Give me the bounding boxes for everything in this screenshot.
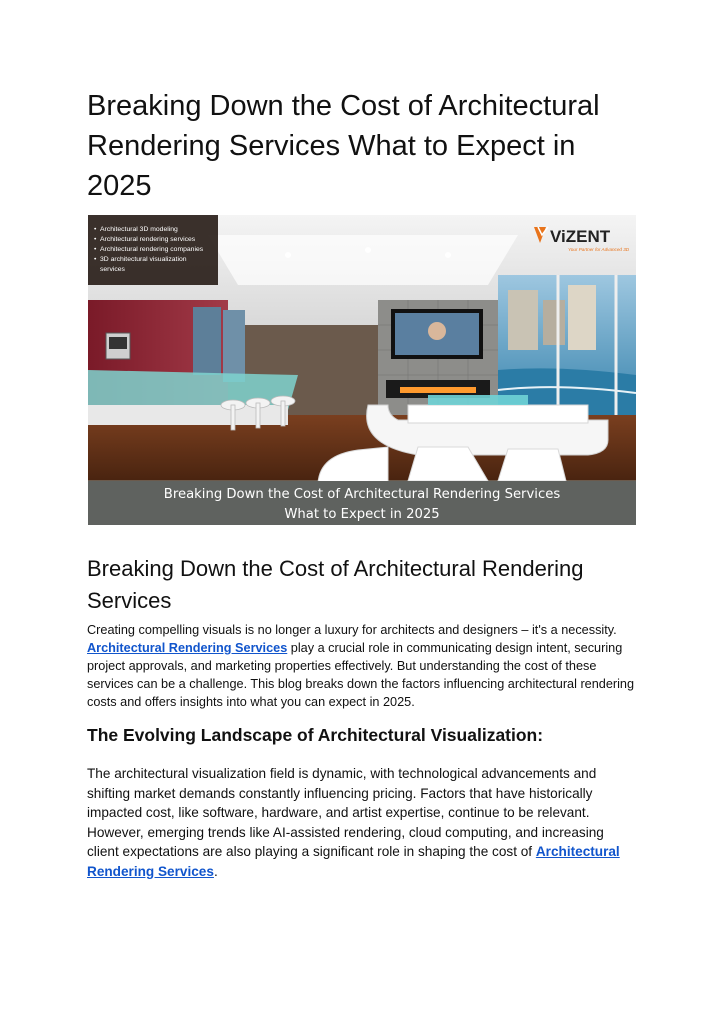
svg-text:•: • xyxy=(94,246,97,253)
hero-caption-line1: Breaking Down the Cost of Architectural Rendering Services xyxy=(163,487,561,502)
hero-image xyxy=(88,215,636,525)
hero-bullet: Architectural 3D modeling xyxy=(100,226,178,233)
hero-bullet: Architectural rendering services xyxy=(100,236,196,243)
document-title: Breaking Down the Cost of Architectural Rendering Services What to Expect in 2025 xyxy=(87,90,600,202)
hero-bullet: services xyxy=(100,266,125,273)
logo-tagline: Your Partner for Advanced 3D xyxy=(568,247,630,252)
hero-caption-line2: What to Expect in 2025 xyxy=(284,507,440,522)
intro-paragraph xyxy=(87,621,637,711)
hero-bullet: Architectural rendering companies xyxy=(100,246,204,253)
interior-render-illustration xyxy=(88,215,636,525)
paragraph-text: The architectural visualization field is dynamic, with technological advancements and shifting market demands constantly influencing pricing. Factors that have historically impacted cost, like software, hardware, and artist expertise, continue to be relevant. However, emerging trends like AI-assisted rendering, cloud computing, and increasing client expectations are also playing a significant role in shaping the cost of xyxy=(87,766,604,859)
landscape-paragraph xyxy=(87,764,639,881)
svg-text:•: • xyxy=(94,236,97,243)
section-heading: Breaking Down the Cost of Architectural Rendering Services xyxy=(87,556,584,613)
svg-text:•: • xyxy=(94,226,97,233)
svg-text:•: • xyxy=(94,256,97,263)
hero-bullet: 3D architectural visualization xyxy=(100,256,187,263)
logo-text: ViZENT xyxy=(550,227,611,246)
paragraph-text: Creating compelling visuals is no longer a luxury for architects and designers – it's a necessity. xyxy=(87,623,617,637)
paragraph-text: play a crucial role in communicating design intent, securing project approvals, and marketing properties effectively. But understanding the cost of these services can be a challenge. This blog breaks down the factors influencing architectural rendering costs and offers insights into what you can expect in 2025. xyxy=(87,641,635,709)
section-heading: The Evolving Landscape of Architectural Visualization: xyxy=(87,725,544,745)
architectural-rendering-services-link[interactable]: Architectural Rendering Services xyxy=(87,844,620,879)
paragraph-text: . xyxy=(213,863,218,879)
architectural-rendering-services-link[interactable]: Architectural Rendering Services xyxy=(87,641,288,655)
